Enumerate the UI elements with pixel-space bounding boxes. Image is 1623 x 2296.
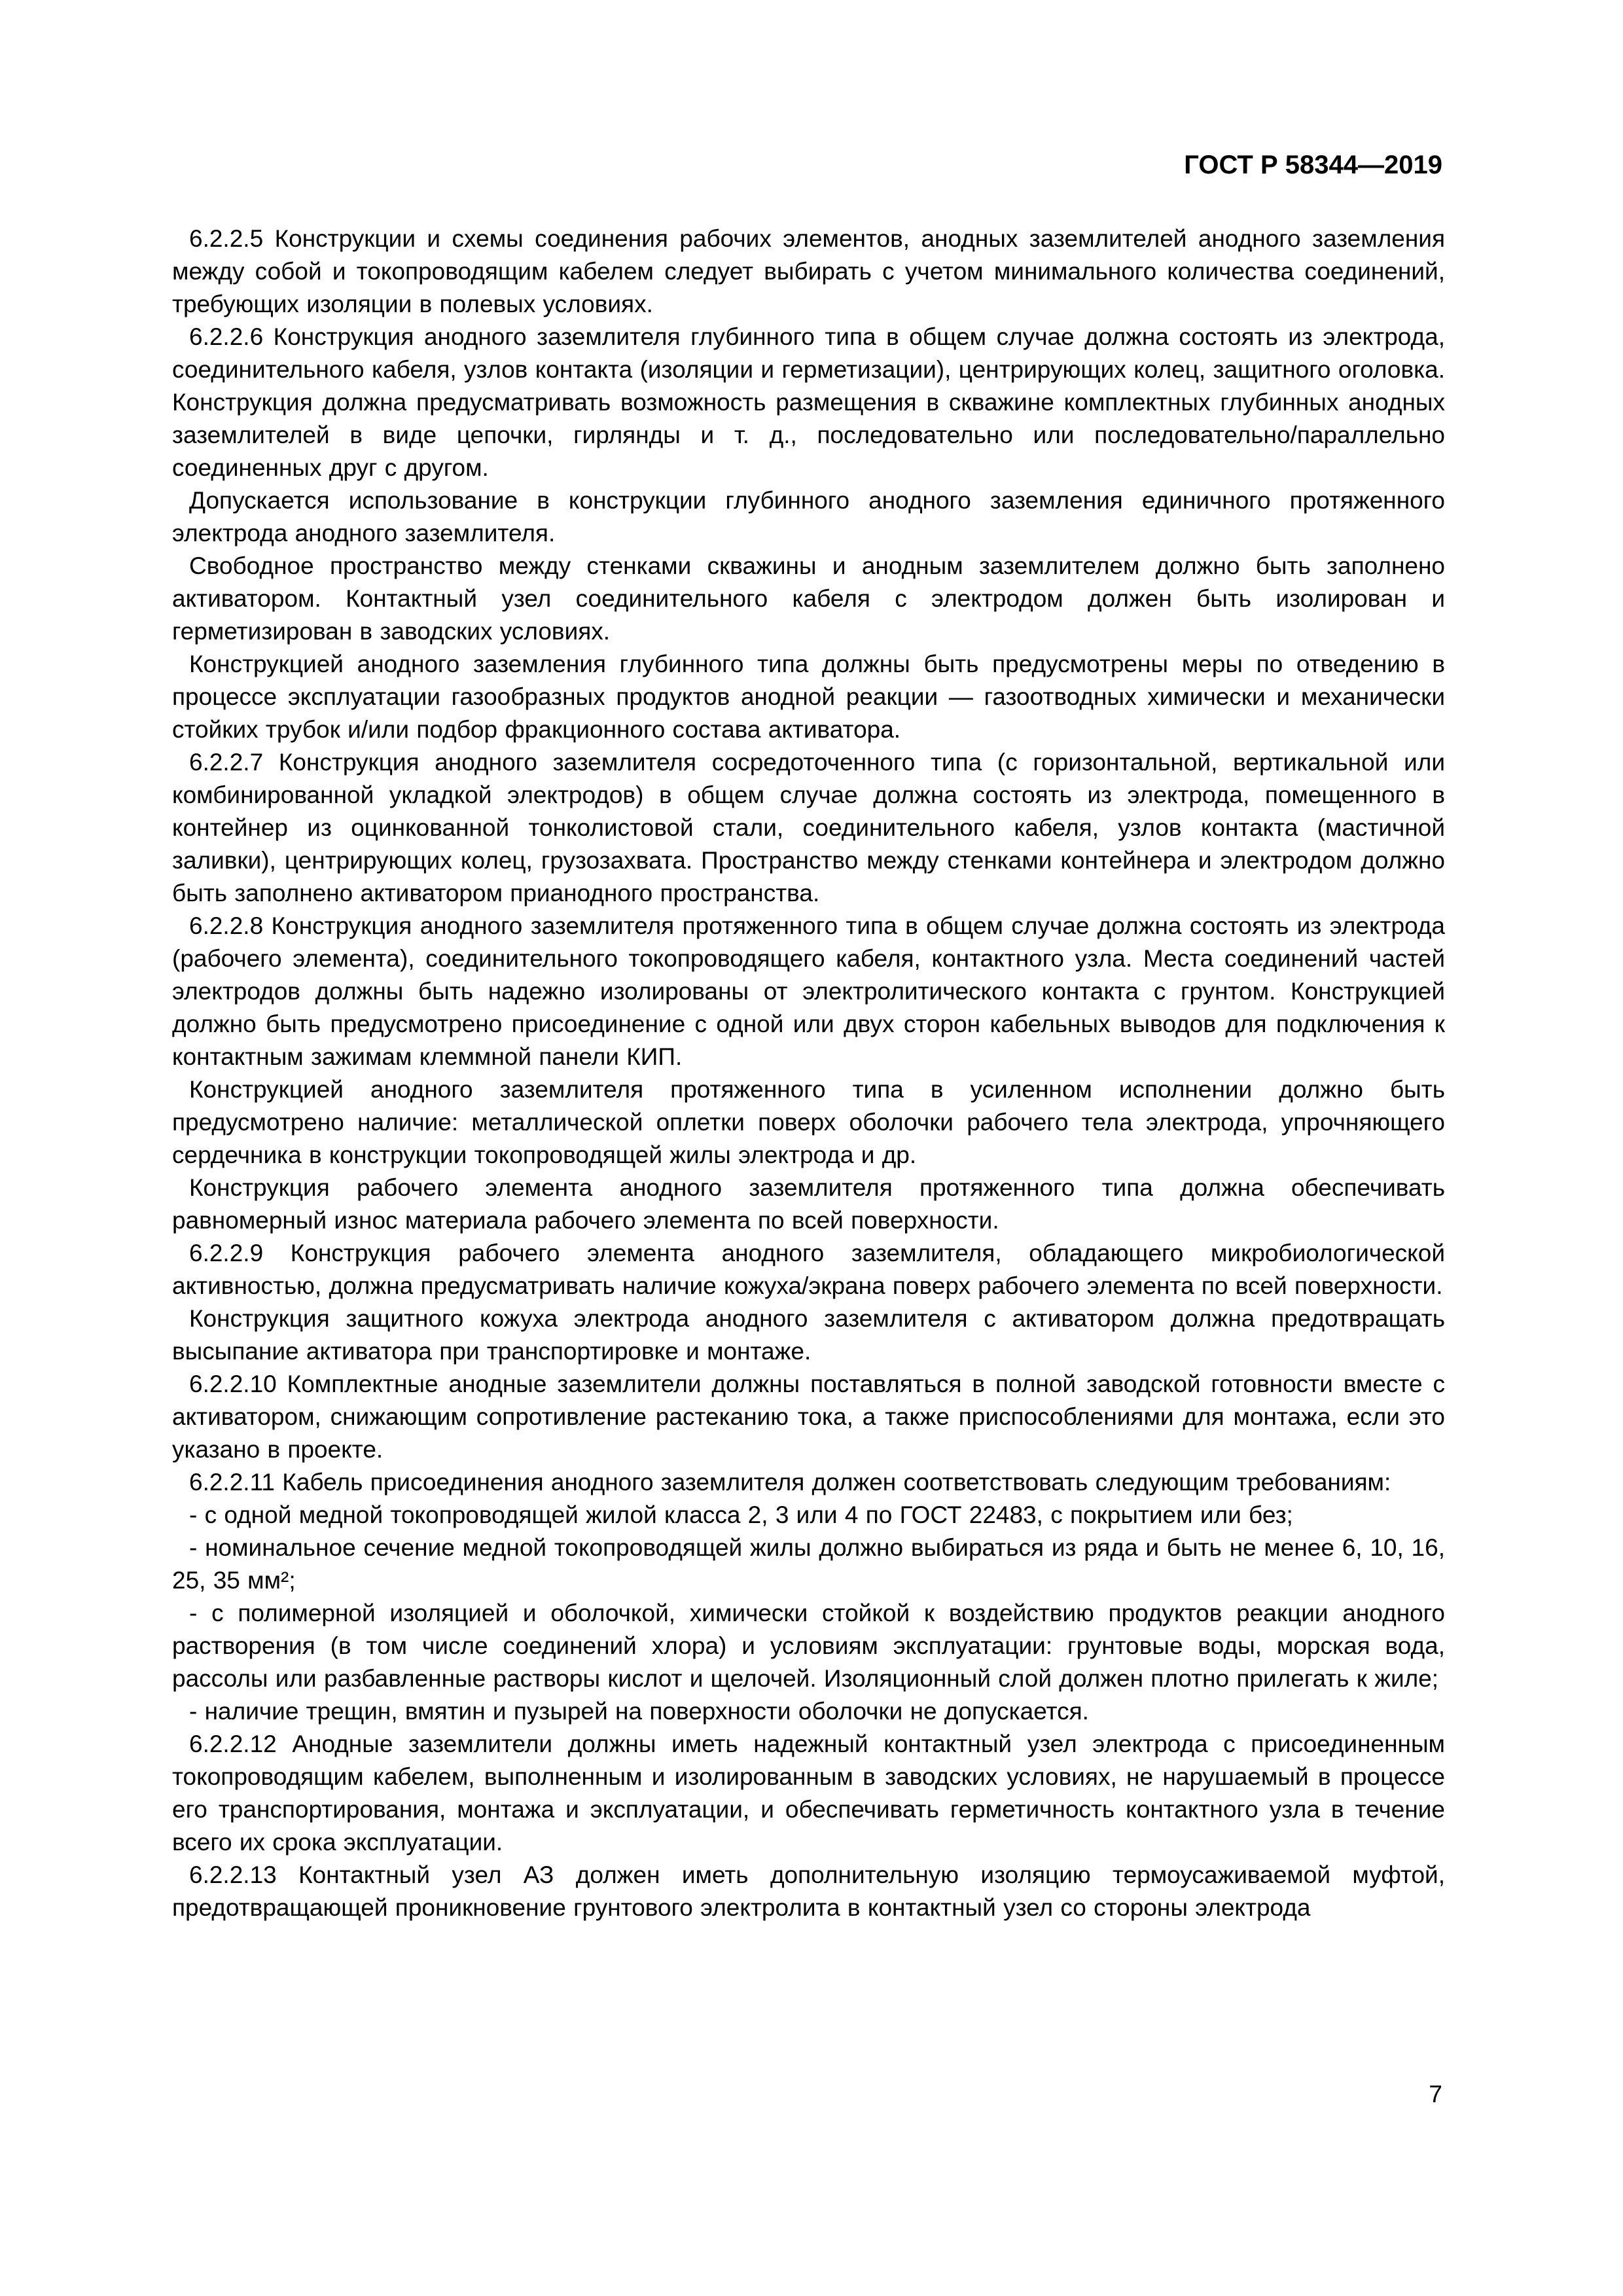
paragraph: Конструкцией анодного заземлителя протяженного типа в усиленном исполнении должно быть предусмотрено наличие: металлической оплетки поверх оболочки рабочего тела электрода, упрочняющего сердечника в конструкции токопроводящей жилы электрода и др.	[172, 1076, 1445, 1168]
list-item: - с одной медной токопроводящей жилой класса 2, 3 или 4 по ГОСТ 22483, с покрытием или без;	[189, 1501, 1293, 1528]
document-body	[172, 223, 1445, 1924]
paragraph-6-2-2-13: 6.2.2.13 Контактный узел АЗ должен иметь дополнительную изоляцию термоусаживаемой муфтой, предотвращающей проникновение грунтового электролита в контактный узел со стороны электрода	[172, 1861, 1445, 1921]
paragraph: Свободное пространство между стенками скважины и анодным заземлителем должно быть заполнено активатором. Контактный узел соединительного кабеля с электродом должен быть изолирован и герметизирован в заводских условиях.	[172, 552, 1445, 645]
paragraph: Допускается использование в конструкции глубинного анодного заземления единичного протяженного электрода анодного заземлителя.	[172, 487, 1445, 547]
paragraph-6-2-2-7: 6.2.2.7 Конструкция анодного заземлителя сосредоточенного типа (с горизонтальной, вертикальной или комбинированной укладкой электродов) в общем случае должна состоять из электрода, помещенного в контейнер из оцинкованной тонколистовой стали, соединительного кабеля, узлов контакта (мастичной заливки), центрирующих колец, грузозахвата. Пространство между стенками контейнера и электродом должно быть заполнено активатором прианодного пространства.	[172, 749, 1445, 906]
paragraph: Конструкцией анодного заземления глубинного типа должны быть предусмотрены меры по отведению в процессе эксплуатации газообразных продуктов анодной реакции — газоотводных химически и механически стойких трубок и/или подбор фракционного состава активатора.	[172, 651, 1445, 743]
page-number: 7	[1429, 2081, 1442, 2108]
list-item: - с полимерной изоляцией и оболочкой, химически стойкой к воздействию продуктов реакции анодного растворения (в том числе соединений хлора) и условиям эксплуатации: грунтовые воды, морская вода, рассолы или разбавленные растворы кислот и щелочей. Изоляционный слой должен плотно прилегать к жиле;	[172, 1600, 1445, 1692]
paragraph-6-2-2-8: 6.2.2.8 Конструкция анодного заземлителя протяженного типа в общем случае должна состоять из электрода (рабочего элемента), соединительного токопроводящего кабеля, контактного узла. Места соединений частей электродов должны быть надежно изолированы от электролитического контакта с грунтом. Конструкцией должно быть предусмотрено присоединение с одной или двух сторон кабельных выводов для подключения к контактным зажимам клеммной панели КИП.	[172, 912, 1445, 1070]
paragraph-6-2-2-11: 6.2.2.11 Кабель присоединения анодного заземлителя должен соответствовать следующим требованиям:	[189, 1469, 1391, 1496]
paragraph: Конструкция защитного кожуха электрода анодного заземлителя с активатором должна предотвращать высыпание активатора при транспортировке и монтаже.	[172, 1305, 1445, 1365]
paragraph-6-2-2-5: 6.2.2.5 Конструкции и схемы соединения рабочих элементов, анодных заземлителей анодного заземления между собой и токопроводящим кабелем следует выбирать с учетом минимального количества соединений, требующих изоляции в полевых условиях.	[172, 225, 1445, 317]
list-item: - номинальное сечение медной токопроводящей жилы должно выбираться из ряда и быть не менее 6, 10, 16, 25, 35 мм²;	[172, 1534, 1445, 1594]
paragraph-6-2-2-10: 6.2.2.10 Комплектные анодные заземлители должны поставляться в полной заводской готовности вместе с активатором, снижающим сопротивление растеканию тока, а также приспособлениями для монтажа, если это указано в проекте.	[172, 1371, 1445, 1463]
list-item: - наличие трещин, вмятин и пузырей на поверхности оболочки не допускается.	[189, 1698, 1089, 1725]
paragraph: Конструкция рабочего элемента анодного заземлителя протяженного типа должна обеспечивать равномерный износ материала рабочего элемента по всей поверхности.	[172, 1174, 1445, 1234]
paragraph-6-2-2-12: 6.2.2.12 Анодные заземлители должны иметь надежный контактный узел электрода с присоединенным токопроводящим кабелем, выполненным и изолированным в заводских условиях, не нарушаемый в процессе его транспортирования, монтажа и эксплуатации, и обеспечивать герметичность контактного узла в течение всего их срока эксплуатации.	[172, 1731, 1445, 1856]
paragraph-6-2-2-9: 6.2.2.9 Конструкция рабочего элемента анодного заземлителя, обладающего микробиологической активностью, должна предусматривать наличие кожуха/экрана поверх рабочего элемента по всей поверхности.	[172, 1240, 1445, 1299]
paragraph-6-2-2-6: 6.2.2.6 Конструкция анодного заземлителя глубинного типа в общем случае должна состоять из электрода, соединительного кабеля, узлов контакта (изоляции и герметизации), центрирующих колец, защитного оголовка. Конструкция должна предусматривать возможность размещения в скважине комплектных глубинных анодных заземлителей в виде цепочки, гирлянды и т. д., последовательно или последовательно/параллельно соединенных друг с другом.	[172, 323, 1445, 481]
standard-designation: ГОСТ Р 58344—2019	[1184, 151, 1442, 179]
